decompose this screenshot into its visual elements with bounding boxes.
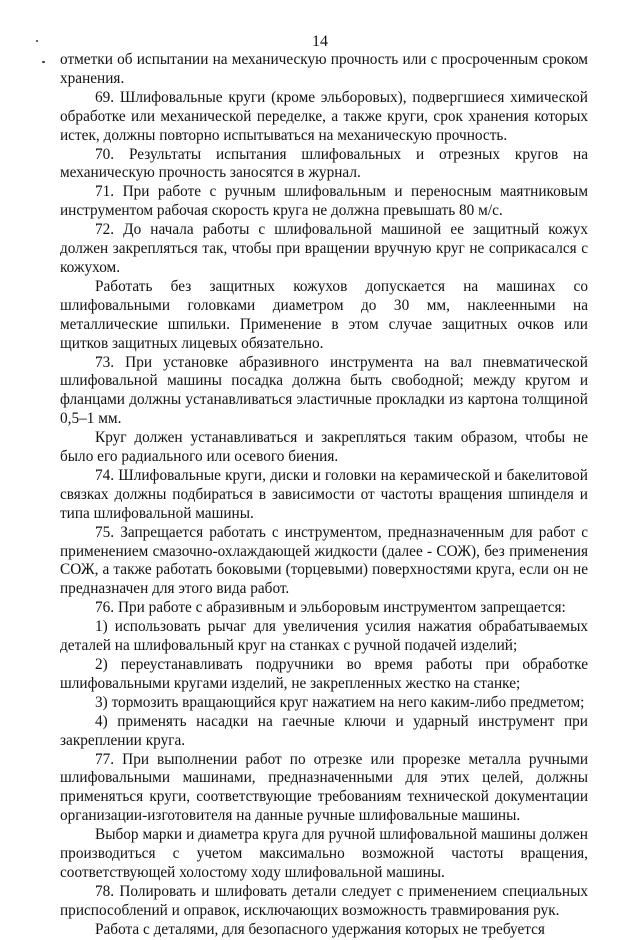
- paragraph-77: 77. При выполнении работ по отрезке или прорезке металла ручными шлифовальными машинами, предназначенными для этих целей, должны применяться круги, соответствующие требованиям технической документации организации-изготовителя на данные ручные шлифовальные машины.: [60, 750, 588, 825]
- paragraph-72: 72. До начала работы с шлифовальной машиной ее защитный кожух должен закрепляться так, чтобы при вращении вручную круг не соприкасался с кожухом.: [60, 221, 588, 276]
- paragraph-continuation: отметки об испытании на механическую прочность или с просроченным сроком хранения.: [60, 51, 588, 87]
- paragraph-70: 70. Результаты испытания шлифовальных и отрезных кругов на механическую прочность заносятся в журнал.: [60, 145, 588, 182]
- page-number: 14: [312, 33, 328, 50]
- page-body: [60, 51, 588, 940]
- paragraph-77-note: Выбор марки и диаметра круга для ручной шлифовальной машины должен производиться с учетом максимально возможной частоты вращения, соответствующей холостому ходу шлифовальной машины.: [60, 826, 588, 881]
- paragraph-76: 76. При работе с абразивным и эльборовым инструментом запрещается:: [95, 599, 566, 617]
- paragraph-73-note: Круг должен устанавливаться и закрепляться таким образом, чтобы не было его радиального или осевого биения.: [60, 429, 588, 466]
- scan-speck-mark: [42, 61, 45, 63]
- paragraph-69: 69. Шлифовальные круги (кроме эльборовых), подвергшиеся химической обработке или механической переделке, а также круги, срок хранения которых истек, должны повторно испытываться на механическую прочность.: [60, 88, 588, 144]
- paragraph-72-note: Работать без защитных кожухов допускается на машинах со шлифовальными головками диаметром до 30 мм, наклеенными на металлические шпильки. Применение в этом случае защитных очков или щитков защитных лицевых обязательно.: [60, 277, 588, 352]
- paragraph-73: 73. При установке абразивного инструмента на вал пневматической шлифовальной машины посадка должна быть свободной; между кругом и фланцами должны устанавливаться эластичные прокладки из картона толщиной 0,5–1 мм.: [60, 353, 588, 428]
- paragraph-78: 78. Полировать и шлифовать детали следует с применением специальных приспособлений и оправок, исключающих возможность травмирования рук.: [60, 882, 588, 919]
- paragraph-75: 75. Запрещается работать с инструментом, предназначенным для работ с применением смазочно-охлаждающей жидкости (далее - СОЖ), без применения СОЖ, а также работать боковыми (торцевыми) поверхностями круга, если он не предназначен для этого вида работ.: [60, 523, 588, 598]
- list-item-76-2: 2) переустанавливать подручники во время работы при обработке шлифовальными кругами изделий, не закрепленных жестко на станке;: [60, 656, 588, 692]
- paragraph-74: 74. Шлифовальные круги, диски и головки на керамической и бакелитовой связках должны подбираться в зависимости от частоты вращения шпинделя и типа шлифовальной машины.: [60, 466, 588, 522]
- list-item-76-3: 3) тормозить вращающийся круг нажатием на него каким-либо предметом;: [95, 693, 585, 711]
- paragraph-78-note: Работа с деталями, для безопасного удержания которых не требуется: [95, 920, 545, 938]
- list-item-76-1: 1) использовать рычаг для увеличения усилия нажатия обрабатываемых деталей на шлифовальный круг на станках с ручной подачей изделий;: [60, 618, 588, 655]
- list-item-76-4: 4) применять насадки на гаечные ключи и ударный инструмент при закреплении круга.: [60, 712, 588, 749]
- paragraph-71: 71. При работе с ручным шлифовальным и переносным маятниковым инструментом рабочая скорость круга не должна превышать 80 м/с.: [60, 183, 588, 220]
